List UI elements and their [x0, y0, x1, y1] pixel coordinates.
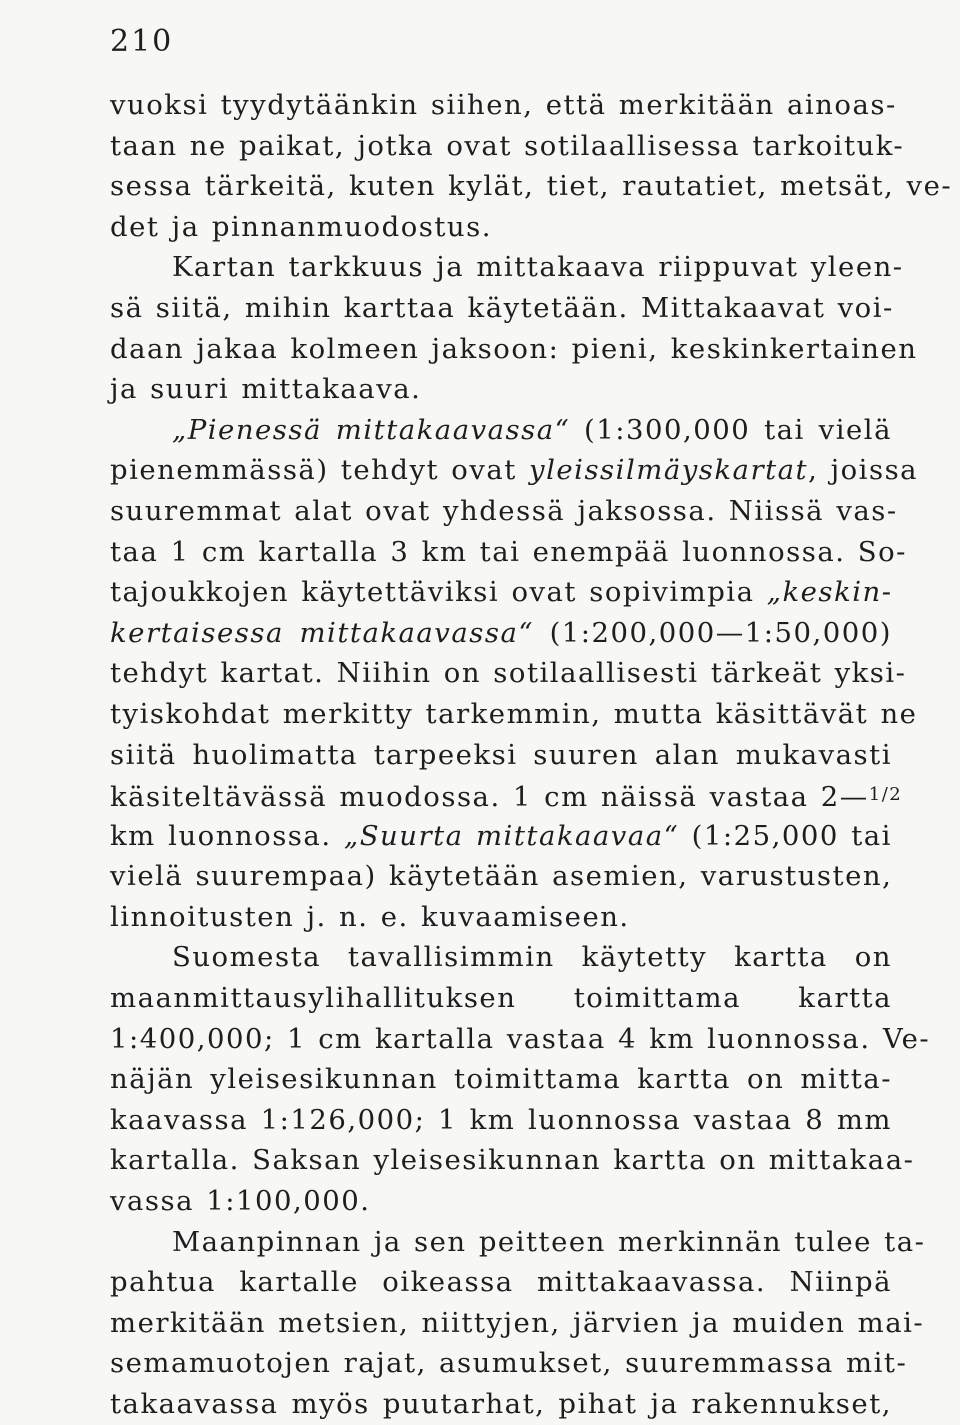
- text-line: 1:400,000; 1 cm kartalla vastaa 4 km luonnossa. Ve-: [110, 1022, 931, 1055]
- text-line: [110, 613, 892, 654]
- text-line: kaavassa 1:126,000; 1 km luonnossa vastaa 8 mm: [110, 1103, 892, 1136]
- text-line: maanmittausylihallituksen toimittama kartta: [110, 982, 892, 1015]
- body-text: [110, 85, 953, 1425]
- text-line: det ja pinnanmuodostus.: [110, 210, 492, 243]
- text-line: sä siitä, mihin karttaa käytetään. Mittakaavat voi-: [110, 291, 894, 324]
- text-line: taa 1 cm kartalla 3 km tai enempää luonnossa. So-: [110, 535, 907, 568]
- text-run: käsiteltävässä muodossa. 1 cm näissä vastaa 2—: [110, 781, 869, 814]
- italic-term: „keskin-: [766, 576, 893, 609]
- italic-term: yleissilmäyskartat: [529, 454, 809, 487]
- italic-term: „Pienessä mittakaavassa“: [172, 413, 571, 446]
- text-line: linnoitusten j. n. e. kuvaamiseen.: [110, 900, 630, 933]
- text-line: sessa tärkeitä, kuten kylät, tiet, rautatiet, metsät, ve-: [110, 170, 953, 203]
- text-line: Suomesta tavallisimmin käytetty kartta on: [172, 941, 892, 974]
- text-line: [110, 572, 892, 613]
- text-run: km luonnossa.: [110, 819, 344, 852]
- text-line: Maanpinnan ja sen peitteen merkinnän tulee ta-: [172, 1225, 926, 1258]
- text-line: merkitään metsien, niittyjen, järvien ja muiden mai-: [110, 1306, 925, 1339]
- text-line: [110, 816, 892, 857]
- text-line: daan jakaa kolmeen jaksoon: pieni, keskinkertainen: [110, 332, 918, 365]
- text-run: (1:200,000—1:50,000): [533, 616, 892, 649]
- text-line: tehdyt kartat. Niihin on sotilaallisesti tärkeät yksi-: [110, 657, 907, 690]
- text-line: [110, 775, 903, 816]
- text-run: (1:25,000 tai: [679, 819, 892, 852]
- text-line: siitä huolimatta tarpeeksi suuren alan mukavasti: [110, 738, 892, 771]
- text-line: takaavassa myös puutarhat, pihat ja rakennukset,: [110, 1388, 892, 1420]
- text-run: (1:300,000 tai vielä: [570, 413, 892, 446]
- text-run: , joissa: [808, 454, 919, 487]
- text-line: [110, 410, 892, 451]
- page-number: 210: [110, 24, 174, 59]
- text-line: vuoksi tyydytäänkin siihen, että merkitään ainoas-: [110, 89, 897, 121]
- text-line: Kartan tarkkuus ja mittakaava riippuvat yleen-: [172, 251, 904, 284]
- text-line: pahtua kartalle oikeassa mittakaavassa. Niinpä: [110, 1266, 892, 1299]
- text-line: ja suuri mittakaava.: [110, 373, 422, 406]
- text-line: näjän yleisesikunnan toimittama kartta on mitta-: [110, 1063, 892, 1096]
- text-run: pienemmässä) tehdyt ovat: [110, 454, 530, 487]
- text-line: vielä suurempaa) käytetään asemien, varustusten,: [110, 860, 893, 893]
- text-line: taan ne paikat, jotka ovat sotilaallisessa tarkoituk-: [110, 129, 905, 162]
- text-line: suuremmat alat ovat yhdessä jaksossa. Niissä vas-: [110, 494, 898, 527]
- text-line: vassa 1:100,000.: [110, 1185, 371, 1218]
- text-run: tajoukkojen käytettäviksi ovat sopivimpia: [110, 576, 767, 609]
- italic-term: kertaisessa mittakaavassa“: [110, 616, 534, 649]
- text-line: [110, 450, 919, 491]
- text-line: tyiskohdat merkitty tarkemmin, mutta käsittävät ne: [110, 697, 918, 730]
- italic-term: „Suurta mittakaavaa“: [343, 819, 680, 852]
- fraction: 1/2: [868, 784, 903, 806]
- text-line: kartalla. Saksan yleisesikunnan kartta on mittakaa-: [110, 1144, 915, 1177]
- text-line: semamuotojen rajat, asumukset, suuremmassa mit-: [110, 1347, 908, 1380]
